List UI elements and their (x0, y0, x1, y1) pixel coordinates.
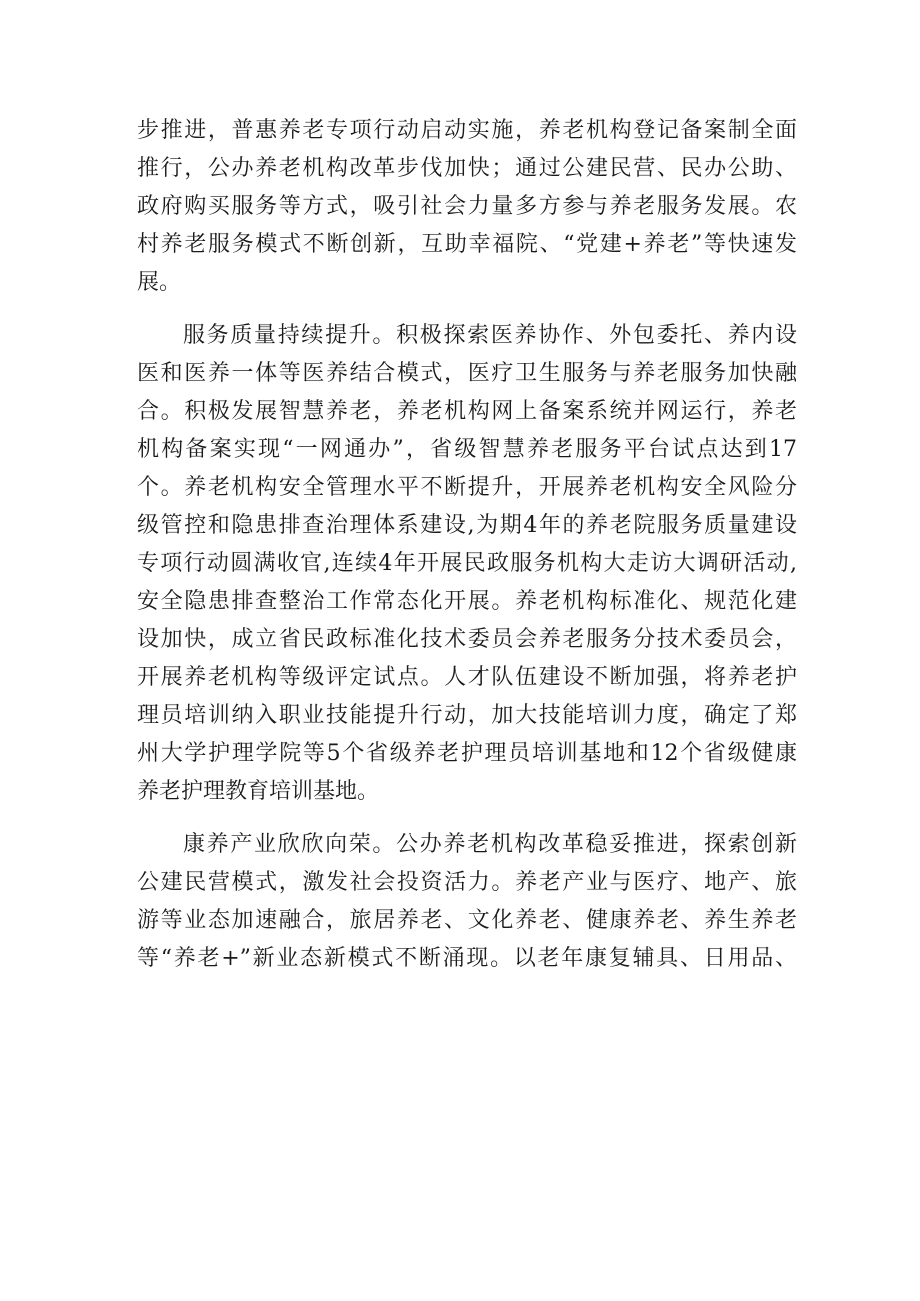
document-body (137, 112, 797, 993)
paragraph (137, 317, 797, 811)
text-line: 理员培训纳入职业技能提升行动，加大技能培训力度，确定了郑 (137, 703, 797, 728)
text-line: 村养老服务模式不断创新，互助幸福院、“党建+养老”等快速发 (137, 232, 797, 257)
text-line: 合。积极发展智慧养老，养老机构网上备案系统并网运行，养老 (137, 399, 797, 424)
text-line: 推行，公办养老机构改革步伐加快；通过公建民营、民办公助、 (137, 156, 797, 181)
text-line: 安全隐患排查整治工作常态化开展。养老机构标准化、规范化建 (137, 589, 797, 614)
text-line: 开展养老机构等级评定试点。人才队伍建设不断加强，将养老护 (137, 665, 797, 690)
text-line: 医和医养一体等医养结合模式，医疗卫生服务与养老服务加快融 (137, 361, 797, 386)
text-line: 机构备案实现“一网通办”，省级智慧养老服务平台试点达到17 (137, 437, 797, 462)
text-line: 等“养老+”新业态新模式不断涌现。以老年康复辅具、日用品、 (137, 946, 797, 971)
text-line: 服务质量持续提升。积极探索医养协作、外包委托、养内设 (183, 323, 797, 348)
text-line: 设加快，成立省民政标准化技术委员会养老服务分技术委员会， (137, 627, 797, 652)
text-line: 康养产业欣欣向荣。公办养老机构改革稳妥推进，探索创新 (183, 832, 797, 857)
text-line: 展。 (137, 270, 182, 295)
text-line: 个。养老机构安全管理水平不断提升，开展养老机构安全风险分 (137, 475, 797, 500)
text-line: 游等业态加速融合，旅居养老、文化养老、健康养老、养生养老 (137, 908, 797, 933)
text-line: 公建民营模式，激发社会投资活力。养老产业与医疗、地产、旅 (137, 870, 797, 895)
text-line: 养老护理教育培训基地。 (137, 779, 380, 804)
text-line: 级管控和隐患排查治理体系建设,为期4年的养老院服务质量建设 (137, 513, 797, 538)
text-line: 专项行动圆满收官,连续4年开展民政服务机构大走访大调研活动, (137, 551, 797, 576)
text-line: 州大学护理学院等5个省级养老护理员培训基地和12个省级健康 (137, 741, 797, 766)
text-line: 步推进，普惠养老专项行动启动实施，养老机构登记备案制全面 (137, 118, 797, 143)
text-line: 政府购买服务等方式，吸引社会力量多方参与养老服务发展。农 (137, 194, 797, 219)
paragraph (137, 112, 797, 302)
paragraph (137, 826, 797, 978)
